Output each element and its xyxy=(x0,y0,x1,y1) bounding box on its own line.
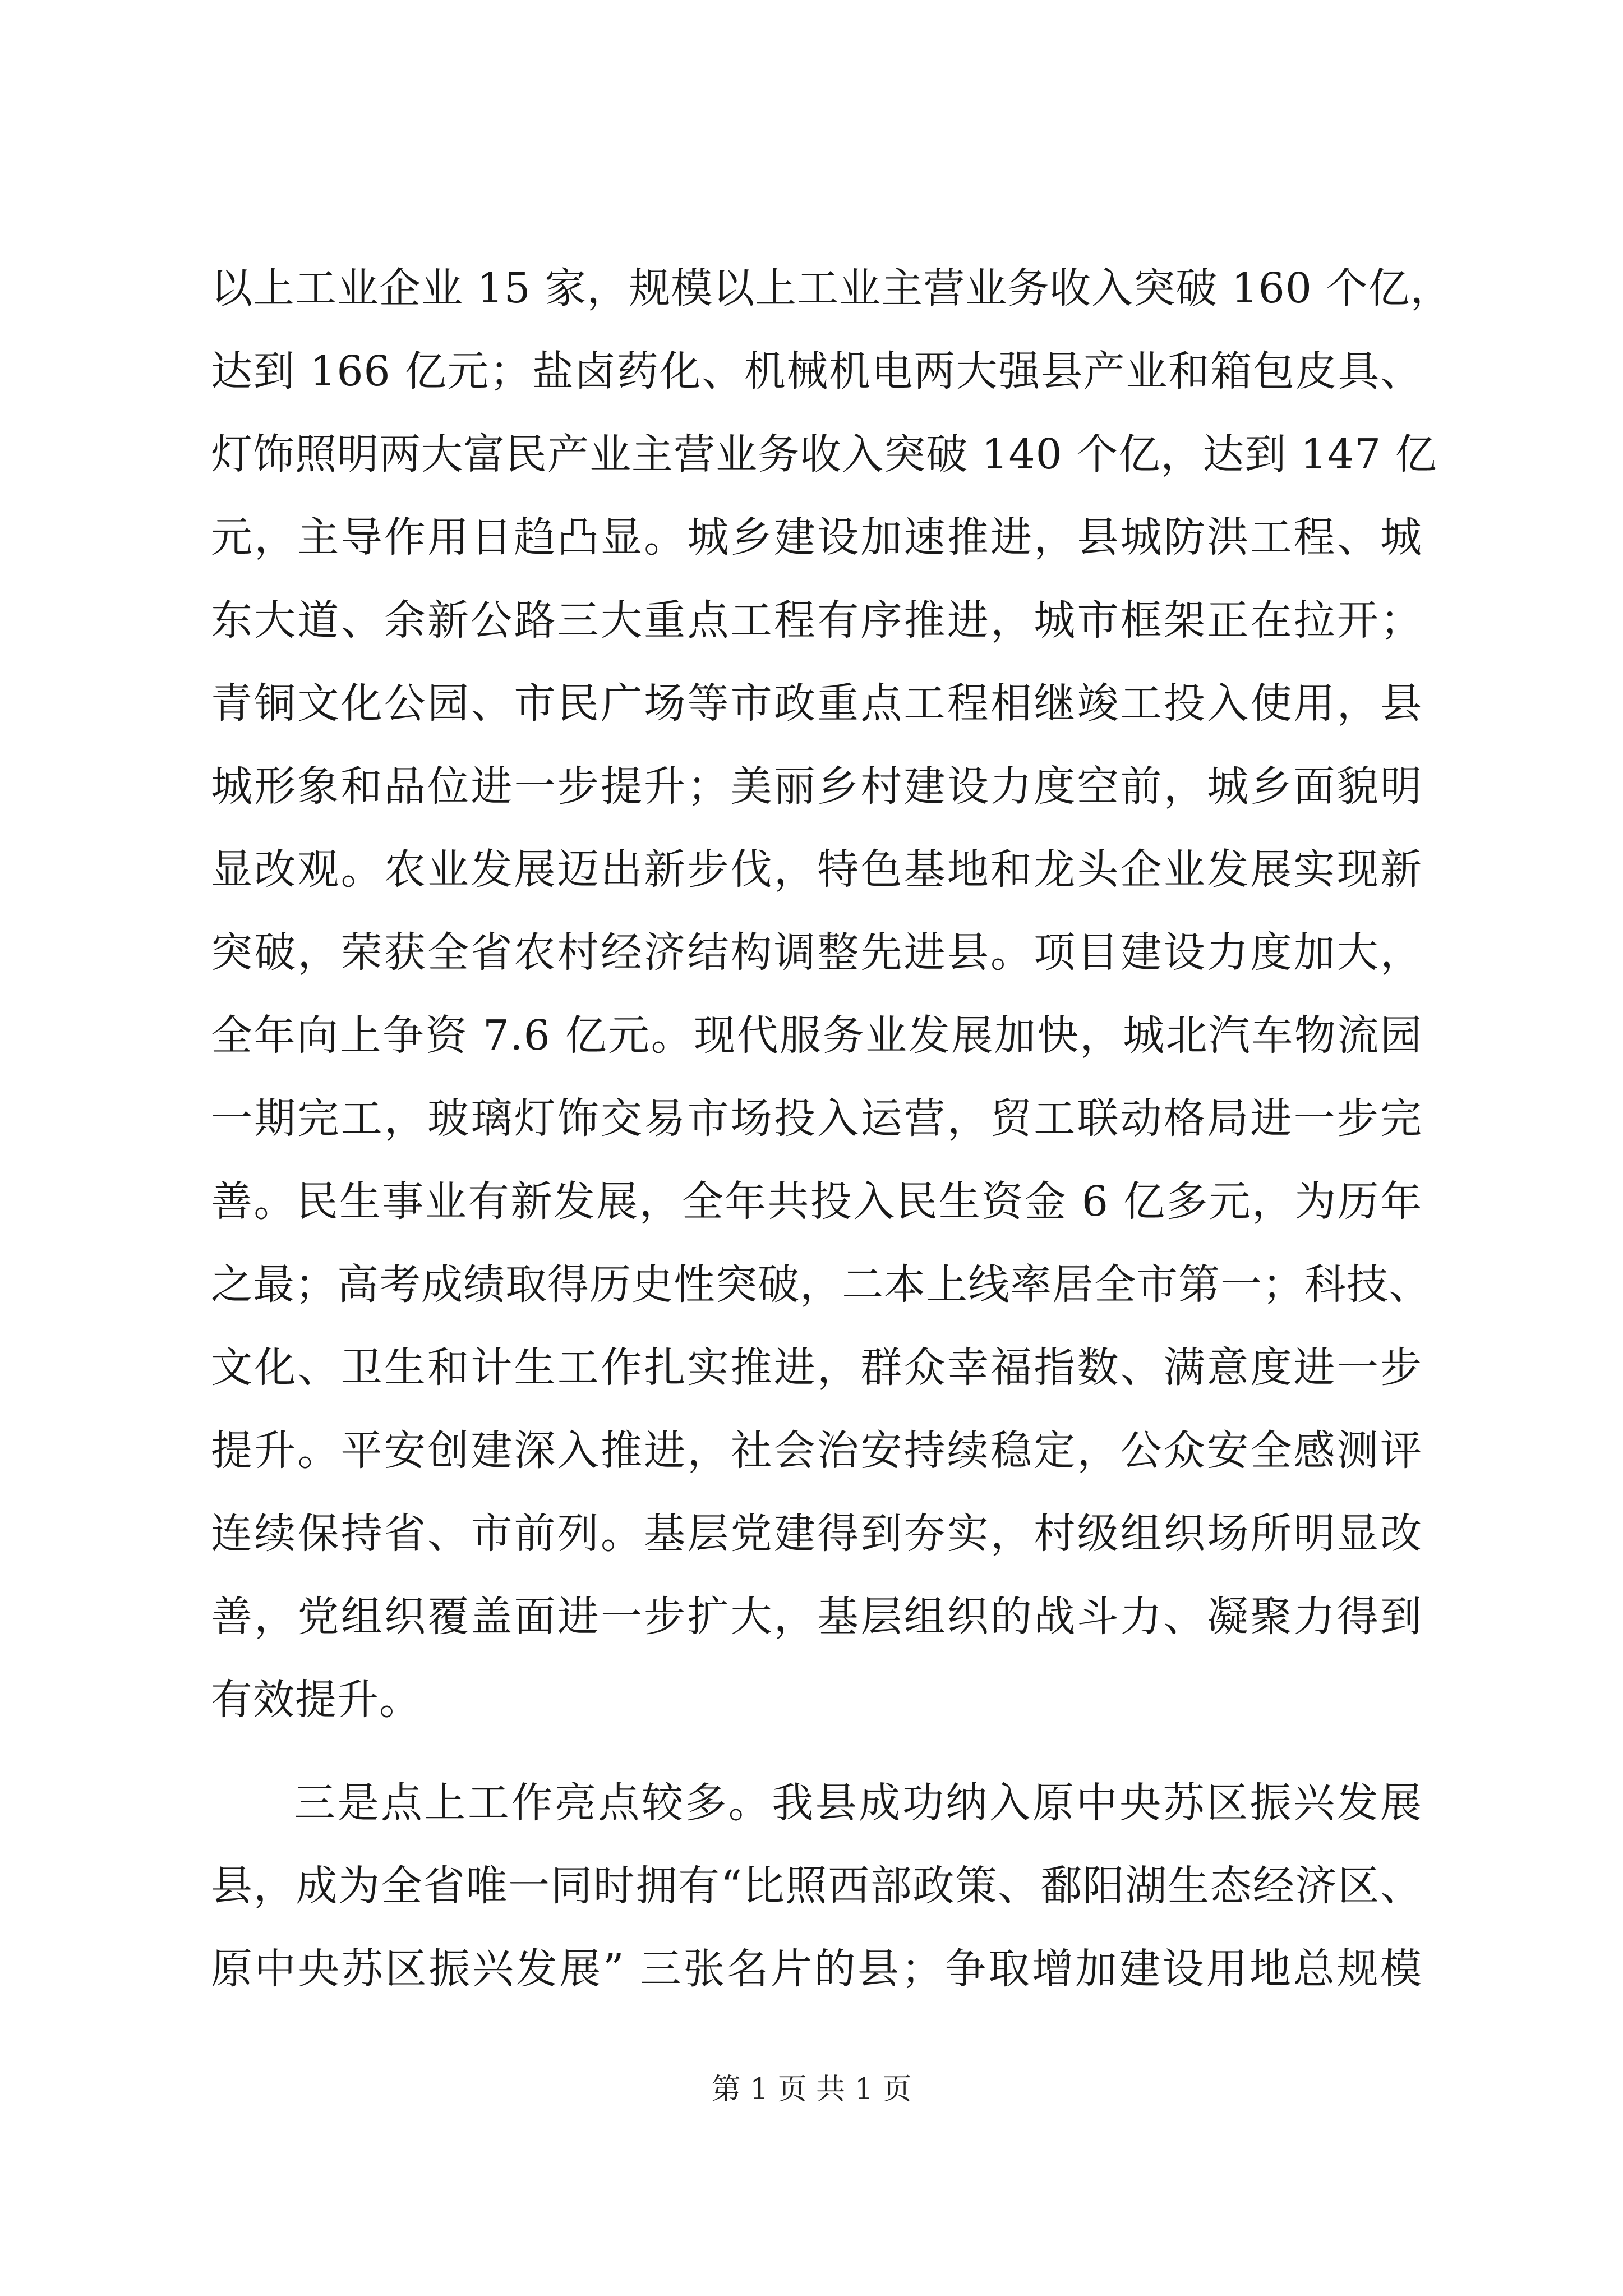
text-line: 显改观。农业发展迈出新步伐，特色基地和龙头企业发展实现新 xyxy=(211,845,1422,894)
text-line: 东大道、余新公路三大重点工程有序推进，城市框架正在拉开； xyxy=(211,596,1422,645)
text-line: 元，主导作用日趋凸显。城乡建设加速推进，县城防洪工程、城 xyxy=(211,513,1422,562)
text-line: 达到 166 亿元；盐卤药化、机械机电两大强县产业和箱包皮具、 xyxy=(211,347,1422,395)
text-line: 善，党组织覆盖面进一步扩大，基层组织的战斗力、凝聚力得到 xyxy=(211,1593,1422,1641)
page-number-label: 第 1 页 共 1 页 xyxy=(711,2073,912,2106)
text-line: 提升。平安创建深入推进，社会治安持续稳定，公众安全感测评 xyxy=(211,1427,1422,1475)
text-line: 连续保持省、市前列。基层党建得到夯实，村级组织场所明显改 xyxy=(211,1510,1422,1558)
paragraph-2 xyxy=(211,1761,1422,2010)
text-line: 全年向上争资 7.6 亿元。现代服务业发展加快，城北汽车物流园 xyxy=(211,1011,1422,1060)
text-line: 原中央苏区振兴发展” 三张名片的县；争取增加建设用地总规模 xyxy=(211,1945,1422,1993)
text-line: 以上工业企业 15 家，规模以上工业主营业务收入突破 160 个亿， xyxy=(211,264,1453,312)
text-line: 城形象和品位进一步提升；美丽乡村建设力度空前，城乡面貌明 xyxy=(211,762,1422,811)
text-line: 文化、卫生和计生工作扎实推进，群众幸福指数、满意度进一步 xyxy=(211,1343,1422,1392)
text-line: 灯饰照明两大富民产业主营业务收入突破 140 个亿，达到 147 亿 xyxy=(211,430,1437,478)
text-line: 青铜文化公园、市民广场等市政重点工程相继竣工投入使用，县 xyxy=(211,679,1422,728)
paragraph-1 xyxy=(211,247,1453,1741)
text-line: 一期完工，玻璃灯饰交易市场投入运营，贸工联动格局进一步完 xyxy=(211,1094,1422,1143)
paragraph-gap xyxy=(211,1741,1422,1761)
text-line: 突破，荣获全省农村经济结构调整先进县。项目建设力度加大， xyxy=(211,928,1422,977)
page-footer xyxy=(0,2070,1623,2109)
text-line: 善。民生事业有新发展，全年共投入民生资金 6 亿多元，为历年 xyxy=(211,1177,1422,1226)
text-line: 有效提升。 xyxy=(211,1676,421,1724)
document-body xyxy=(211,247,1453,2010)
text-line: 县，成为全省唯一同时拥有“比照西部政策、鄱阳湖生态经济区、 xyxy=(211,1862,1422,1910)
text-line: 之最；高考成绩取得历史性突破，二本上线率居全市第一；科技、 xyxy=(211,1260,1431,1309)
text-line: 三是点上工作亮点较多。我县成功纳入原中央苏区振兴发展 xyxy=(294,1779,1422,1827)
